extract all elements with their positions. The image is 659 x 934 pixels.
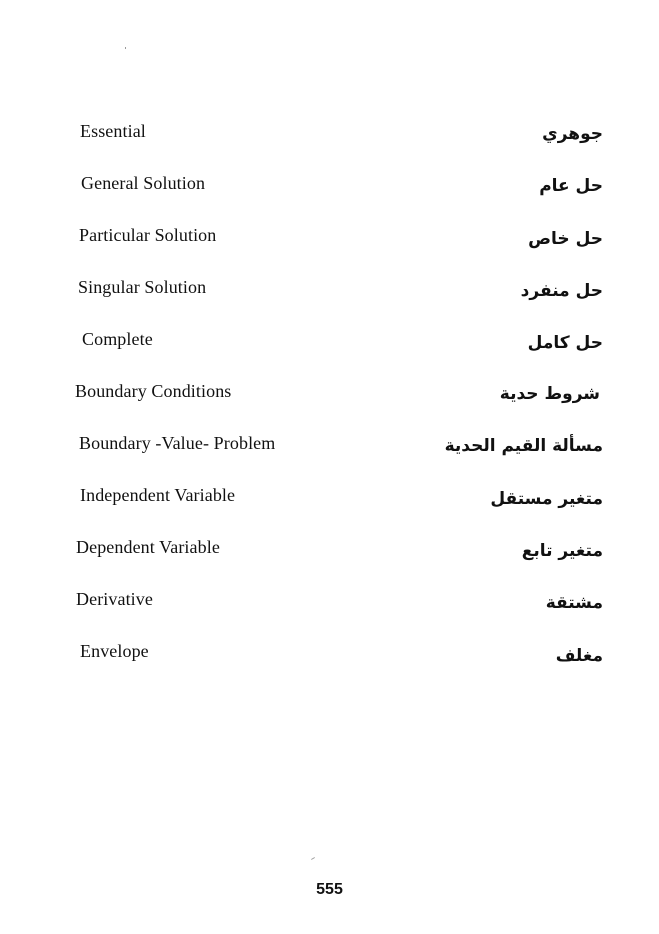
term-arabic: مسألة القيم الحدية	[444, 436, 603, 456]
term-row-general-solution	[0, 173, 659, 213]
term-row-envelope	[0, 641, 659, 681]
term-arabic: حل منفرد	[520, 281, 603, 301]
term-arabic: شروط حدية	[499, 384, 600, 404]
term-row-derivative	[0, 589, 659, 629]
term-english: Envelope	[80, 641, 149, 661]
term-english: Boundary Conditions	[75, 381, 232, 401]
term-english: Dependent Variable	[76, 537, 220, 557]
term-row-boundary-value-problem	[0, 433, 659, 473]
term-english: Essential	[80, 121, 146, 141]
term-english: Independent Variable	[80, 485, 236, 505]
term-arabic: حل عام	[539, 176, 603, 196]
term-arabic: مغلف	[555, 646, 603, 666]
term-arabic: حل كامل	[527, 333, 603, 353]
term-english: General Solution	[81, 173, 206, 193]
page-number: 555	[316, 881, 343, 898]
term-arabic: حل خاص	[528, 229, 603, 249]
scan-speck	[125, 47, 126, 49]
term-english: Particular Solution	[79, 225, 217, 245]
term-row-independent-variable	[0, 485, 659, 525]
term-row-particular-solution	[0, 225, 659, 265]
term-arabic: جوهري	[542, 124, 603, 144]
term-row-dependent-variable	[0, 537, 659, 577]
term-arabic: مشتقة	[545, 593, 603, 613]
term-english: Complete	[82, 329, 153, 349]
term-row-complete	[0, 329, 659, 369]
term-arabic: متغير تابع	[521, 541, 603, 561]
term-row-singular-solution	[0, 277, 659, 317]
term-english: Derivative	[76, 589, 153, 609]
term-english: Boundary -Value- Problem	[79, 433, 276, 453]
scan-speck	[311, 857, 315, 860]
term-row-boundary-conditions	[0, 381, 659, 421]
term-arabic: متغير مستقل	[490, 489, 603, 509]
term-english: Singular Solution	[78, 277, 207, 297]
term-row-essential	[0, 121, 659, 161]
